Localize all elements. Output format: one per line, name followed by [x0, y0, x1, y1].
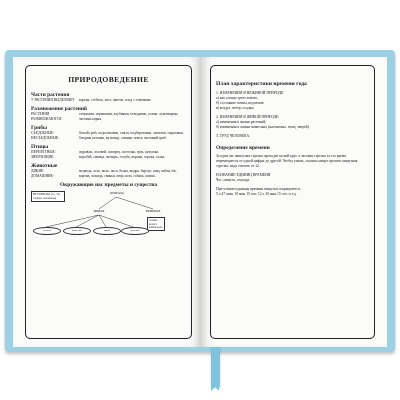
row-label: СЪЕДОБНЫЕ: — [31, 131, 55, 136]
right-page-frame — [210, 65, 375, 339]
plan-line: 2. ИЗМЕНЕНИЯ В ЖИВОЙ ПРИРОДЕ: — [216, 114, 280, 119]
living-group-plants: растения — [121, 227, 149, 235]
section-heading: Окружающие нас предметы и существа — [59, 182, 158, 189]
row-value: воробей, синица, снегирь, голубь, ворона, сорока, галка. — [79, 154, 166, 159]
time-title: Определение времени — [216, 144, 270, 151]
page-title: ПРИРОДОВЕДЕНИЕ — [68, 75, 149, 84]
nonliving-label: НЕЖИВАЯ — [145, 209, 161, 214]
row-value: семенами, черенками, клубнями, отводками, усами, луковицами, частями корня. — [79, 112, 179, 121]
time-line: 5 ч 47 мин; 10 мин 15 сек; 12 ч 30 мин 15 сек. и т.д. — [216, 191, 297, 196]
time-line: При чтении единицы времени минутки сокращаются: — [216, 186, 301, 191]
plan-line: а) изменения в жизни растений; — [216, 119, 267, 124]
left-page-frame — [25, 65, 192, 339]
right-page — [201, 57, 387, 347]
living-group-human: человек — [33, 227, 61, 235]
row-value: журавли, соловей, скворец, ласточка, грач, кукушка. — [79, 150, 160, 155]
bookmark-ribbon — [211, 345, 220, 387]
plan-title: План характеристики времени года — [216, 81, 307, 87]
row-label: ДОМАШНИЕ: — [31, 173, 54, 178]
row-label: ПЕРЕЛЕТНЫЕ: — [31, 150, 56, 155]
plan-line: а) как солнце греет землю; — [216, 95, 258, 100]
section-heading: Животные — [31, 163, 58, 170]
plan-line: б) изменения в жизни животных (насекомых, птиц, зверей). — [216, 124, 310, 129]
time-line: Час, минута, секунда. — [216, 177, 251, 182]
info-row — [31, 136, 186, 140]
row-label: ЗИМУЮЩИЕ: — [31, 154, 55, 159]
plan-line: б) состояние почвы, водоемов; — [216, 100, 265, 105]
row-value: белый гриб, подосиновик, опята, подберезовик, лисички, сыроежки. — [79, 131, 184, 136]
section-heading: Части растения — [31, 92, 70, 98]
info-row — [31, 98, 186, 102]
row-value: бледная поганка, мухомор, ложные опята, желчный гриб. — [79, 135, 167, 140]
row-value: медведь, лось, волк, лиса, белка, выдра, барсук, заяц, кабан, ёж. — [79, 169, 177, 174]
row-label: ДИКИЕ: — [31, 169, 45, 174]
section-heading: Грибы — [31, 125, 48, 132]
info-row — [31, 174, 186, 178]
row-label: РАСТЕНИЯ РАЗМНОЖАЮТСЯ — [31, 112, 62, 121]
nature-diagram — [31, 191, 186, 261]
section-heading: Размножение растений — [31, 106, 88, 113]
section-heading: Птицы — [31, 144, 49, 151]
living-group-animals: животные — [63, 227, 91, 235]
row-label: У РАСТЕНИЯ ВЫДЕЛЯЮТ — [31, 98, 75, 102]
plan-line: 3. ТРУД ЧЕЛОВЕКА. — [216, 133, 251, 138]
row-value: корова, лошадь, свинья, овца, коза, собака, кошка. — [79, 173, 156, 178]
not-nature-box: НЕ ПРИРОДА (то, что создано человеком) — [31, 191, 65, 202]
time-line: За один час минутная стрелка проходит целый круг, а часовая стрелка за это время перемещается от одной цифры до другой. Чтобы узнать, сколько минут прошло минутная стрелка, надо считать от 12. — [216, 153, 358, 168]
info-row — [31, 112, 186, 121]
nature-label: ПРИРОДА — [110, 191, 124, 196]
left-page — [13, 57, 201, 347]
plan-line: 1. ИЗМЕНЕНИЯ В НЕЖИВОЙ ПРИРОДЕ: — [216, 91, 285, 95]
info-row — [31, 155, 186, 159]
time-line: НАЗВАНИЕ ЕДИНИЦ ВРЕМЕНИ — [216, 172, 271, 177]
plan-line: в) воздух, ветер, осадки. — [216, 105, 255, 110]
nonliving-items: солнце воздух камни вода — [147, 217, 165, 231]
living-group-mushrooms: грибы — [93, 227, 121, 235]
living-label: ЖИВАЯ — [93, 209, 105, 214]
row-value: корень, стебель, лист, цветок, плод с семенами. — [79, 98, 152, 102]
row-label: НЕСЪЕДОБНЫЕ: — [31, 135, 59, 140]
